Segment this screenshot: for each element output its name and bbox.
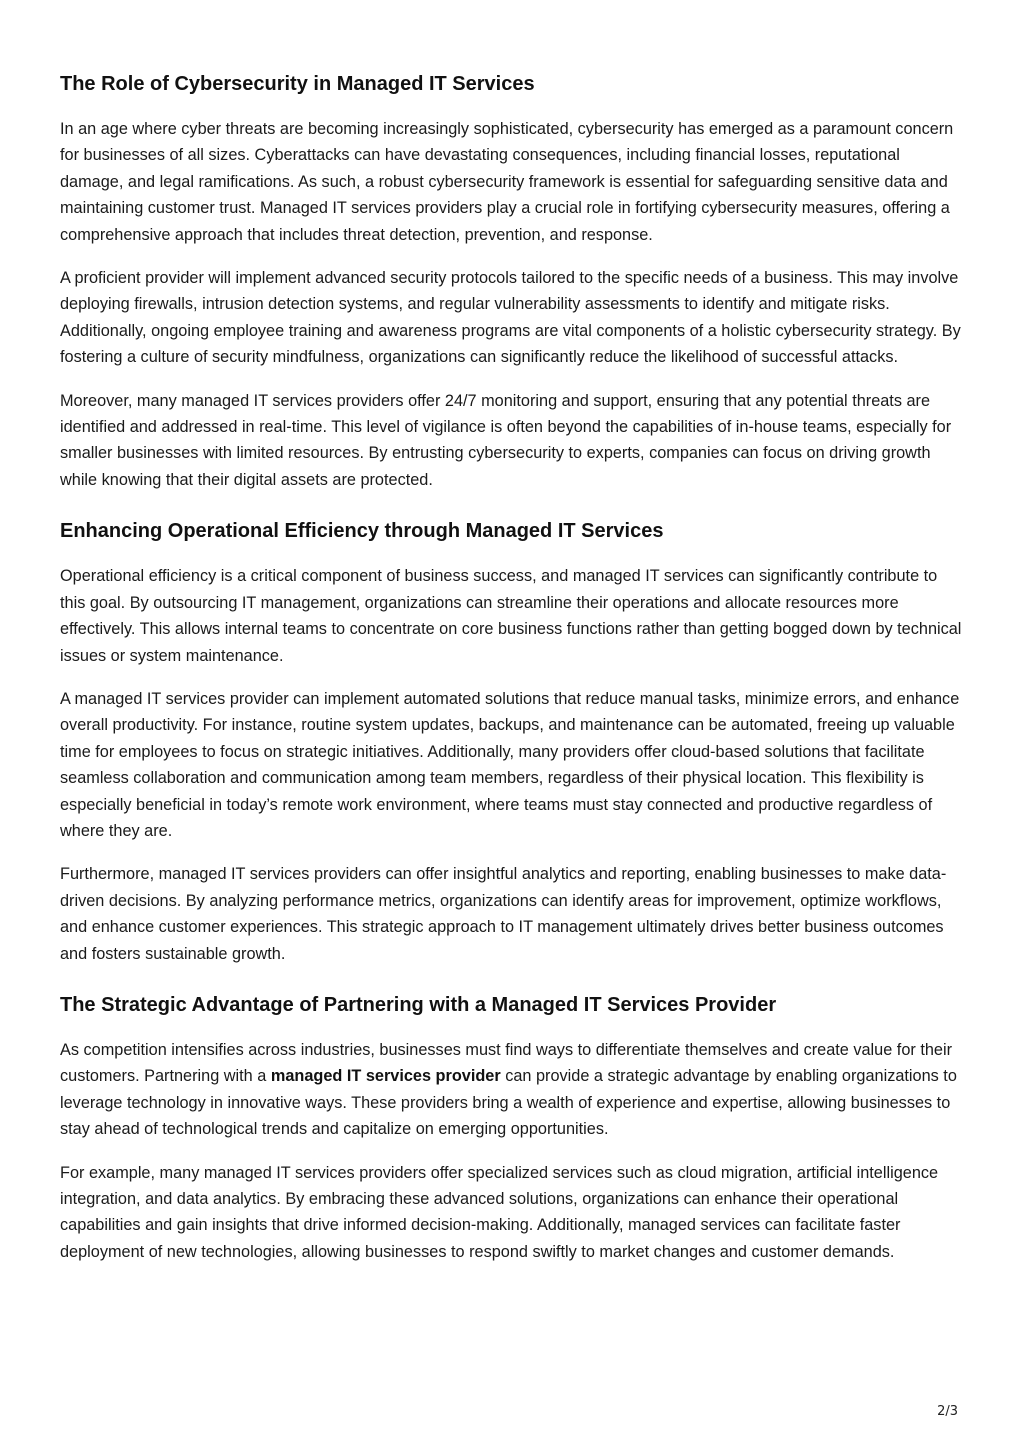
- section-heading-cybersecurity: The Role of Cybersecurity in Managed IT Services: [60, 73, 535, 95]
- managed-it-services-provider-link[interactable]: managed IT services provider: [270, 1067, 501, 1086]
- paragraph: A proficient provider will implement advanced security protocols tailored to the specific needs of a business. This may involve deploying firewalls, intrusion detection systems, and regular vulnerability assessments to identify and mitigate risks. Additionally, ongoing employee training and awareness programs are vital components of a holistic cybersecurity strategy. By fostering a culture of security mindfulness, organizations can significantly reduce the likelihood of successful attacks.: [60, 269, 961, 367]
- paragraph: Operational efficiency is a critical component of business success, and managed IT services can significantly contribute to this goal. By outsourcing IT management, organizations can streamline their operations and allocate resources more effectively. This allows internal teams to concentrate on core business functions rather than getting bogged down by technical issues or system maintenance.: [60, 567, 962, 665]
- paragraph-text: As competition intensifies across industries, businesses must find ways to differentiate themselves and create value for their customers. Partnering with a: [60, 1040, 952, 1086]
- paragraph: A managed IT services provider can implement automated solutions that reduce manual tasks, minimize errors, and enhance overall productivity. For instance, routine system updates, backups, and maintenance can be automated, freeing up valuable time for employees to focus on strategic initiatives. Additionally, many providers offer cloud-based solutions that facilitate seamless collaboration and communication among team members, regardless of their physical location. This flexibility is especially beneficial in today’s remote work environment, where teams must stay connected and productive regardless of where they are.: [60, 689, 960, 840]
- paragraph-text: can provide a strategic advantage by enabling organizations to leverage technology in innovative ways. These providers bring a wealth of experience and expertise, allowing businesses to stay ahead of technological trends and capitalize on emerging opportunities.: [60, 1067, 957, 1139]
- section-heading-strategic-advantage: The Strategic Advantage of Partnering with a Managed IT Services Provider: [60, 993, 777, 1016]
- page-number: 2/3: [937, 1404, 958, 1419]
- paragraph: Furthermore, managed IT services providers can offer insightful analytics and reporting, enabling businesses to make data-driven decisions. By analyzing performance metrics, organizations can identify areas for improvement, optimize workflows, and enhance customer experiences. This strategic approach to IT management ultimately drives better business outcomes and fosters sustainable growth.: [60, 865, 947, 963]
- document-page: [60, 70, 966, 1282]
- paragraph: For example, many managed IT services providers offer specialized services such as cloud migration, artificial intelligence integration, and data analytics. By embracing these advanced solutions, organizations can enhance their operational capabilities and gain insights that drive informed decision-making. Additionally, managed services can facilitate faster deployment of new technologies, allowing businesses to respond swiftly to market changes and customer demands.: [60, 1163, 939, 1261]
- paragraph: Moreover, many managed IT services providers offer 24/7 monitoring and support, ensuring that any potential threats are identified and addressed in real-time. This level of vigilance is often beyond the capabilities of in-house teams, especially for smaller businesses with limited resources. By entrusting cybersecurity to experts, companies can focus on driving growth while knowing that their digital assets are protected.: [60, 391, 952, 489]
- paragraph: In an age where cyber threats are becoming increasingly sophisticated, cybersecurity has emerged as a paramount concern for businesses of all sizes. Cyberattacks can have devastating consequences, including financial losses, reputational damage, and legal ramifications. As such, a robust cybersecurity framework is essential for safeguarding sensitive data and maintaining customer trust. Managed IT services providers play a crucial role in fortifying cybersecurity measures, offering a comprehensive approach that includes threat detection, prevention, and response.: [60, 120, 954, 244]
- paragraph-with-link: [60, 1037, 966, 1143]
- section-heading-operational-efficiency: Enhancing Operational Efficiency through Managed IT Services: [60, 520, 664, 543]
